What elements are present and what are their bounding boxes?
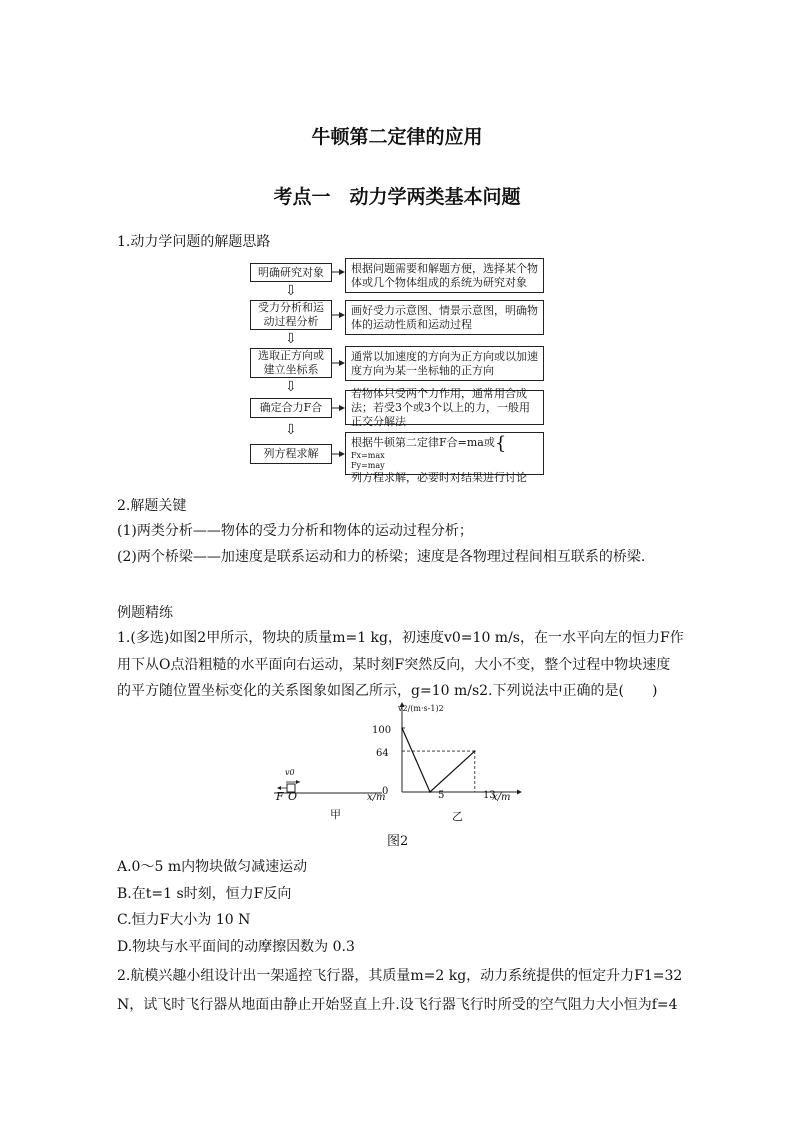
brace-eq-1: Fx=max (351, 451, 385, 460)
down-arrow-icon: ⇩ (285, 283, 297, 299)
section-title: 考点一 动力学两类基本问题 (273, 186, 521, 208)
flow-desc-text: 画好受力示意图、情景示意图，明确物体的运动性质和运动过程 (351, 303, 538, 331)
flow-step-object (250, 263, 332, 282)
flow-desc-analysis (345, 300, 544, 335)
flow-desc-text: 根据牛顿第二定律F合=ma或 (351, 436, 495, 449)
option-a: A.0～5 m内物块做匀减速运动 (117, 859, 308, 875)
heading-key: 2.解题关键 (117, 498, 187, 514)
key-point-2: (2)两个桥梁——加速度是联系运动和力的桥梁；速度是各物理过程间相互联系的桥梁. (117, 549, 646, 565)
key-point-1: (1)两类分析——物体的受力分析和物体的运动过程分析； (117, 523, 473, 539)
question-2-line-2: N，试飞时飞行器从地面由静止开始竖直上升.设飞行器飞行时所受的空气阻力大小恒为f=4 (117, 997, 678, 1013)
down-arrow-icon: ⇩ (285, 422, 297, 438)
flow-step-label: 列方程求解 (263, 447, 319, 460)
down-arrow-icon: ⇩ (285, 331, 297, 347)
brace-symbol: { (494, 433, 507, 454)
question-1-line-1: 1.(多选)如图2甲所示，物块的质量m=1 kg，初速度v0=10 m/s，在一水平向左的恒力F作 (117, 630, 684, 646)
jia-caption: 甲 (330, 808, 341, 821)
heading-approach: 1.动力学问题的解题思路 (117, 234, 271, 250)
option-b: B.在t=1 s时刻，恒力F反向 (117, 886, 292, 902)
jia-F-label: F (276, 790, 284, 803)
flow-desc-text: 若物体只受两个力作用，通常用合成法；若受3个或3个以上的力，一般用正交分解法 (351, 386, 530, 428)
flow-desc-net-force (345, 386, 544, 428)
flow-step-label: 受力分析和运动过程分析 (258, 301, 324, 328)
data-point (474, 750, 476, 752)
option-d: D.物块与水平面间的动摩擦因数为 0.3 (117, 939, 355, 955)
flow-connectors (332, 255, 346, 475)
option-c: C.恒力F大小为 10 N (117, 912, 251, 928)
yi-tick-y-0: 0 (382, 786, 389, 797)
flow-step-label: 明确研究对象 (258, 265, 324, 279)
jia-x-axis-label: x/m (367, 792, 386, 803)
jia-O-label: O (288, 790, 298, 803)
flow-desc-text: 通常以加速度的方向为正方向或以加速度方向为某一坐标轴的正方向 (351, 349, 538, 377)
yi-tick-y-100: 100 (372, 725, 392, 736)
series-line (402, 728, 475, 792)
yi-tick-y-64: 64 (376, 748, 389, 759)
yi-y-axis-label: v2/(m·s-1)2 (398, 704, 444, 713)
yi-tick-x-13: 13 (483, 790, 496, 801)
flow-desc-object (345, 258, 544, 293)
flow-step-label: 选取正方向或建立坐标系 (258, 349, 324, 376)
brace-eq-2: Fy=may (351, 461, 385, 470)
flow-step-analysis (250, 300, 332, 330)
down-arrow-icon: ⇩ (285, 379, 297, 395)
flow-desc-solve (345, 432, 544, 484)
jia-v0-label: v0 (285, 768, 295, 777)
x-axis-arrow-icon (517, 790, 522, 795)
yi-caption: 乙 (452, 810, 463, 823)
data-point (401, 727, 403, 729)
data-point (429, 791, 431, 793)
page-title: 牛顿第二定律的应用 (311, 126, 483, 148)
flow-step-solve (250, 444, 332, 464)
flow-desc-direction (345, 346, 544, 381)
yi-tick-x-5: 5 (438, 790, 445, 801)
flow-desc-text: 根据问题需要和解题方便，选择某个物体或几个物体组成的系统为研究对象 (351, 261, 538, 289)
flow-step-direction (250, 348, 332, 378)
figure-caption: 图2 (387, 834, 409, 849)
question-1-line-3: 的平方随位置坐标变化的关系图象如图乙所示，g=10 m/s2.下列说法中正确的是( ) (117, 683, 658, 699)
flow-step-label: 确定合力F合 (259, 401, 323, 414)
question-2-line-1: 2.航模兴趣小组设计出一架遥控飞行器，其质量m=2 kg，动力系统提供的恒定升力F1=32 (117, 968, 683, 984)
yi-x-axis-label: x/m (492, 792, 511, 803)
flow-desc-text: 列方程求解，必要时对结果进行讨论 (351, 471, 527, 484)
question-1-line-2: 用下从O点沿粗糙的水平面向右运动，某时刻F突然反向，大小不变，整个过程中物块速度 (117, 657, 671, 673)
examples-heading: 例题精练 (117, 605, 173, 621)
flow-step-net-force (250, 398, 332, 418)
